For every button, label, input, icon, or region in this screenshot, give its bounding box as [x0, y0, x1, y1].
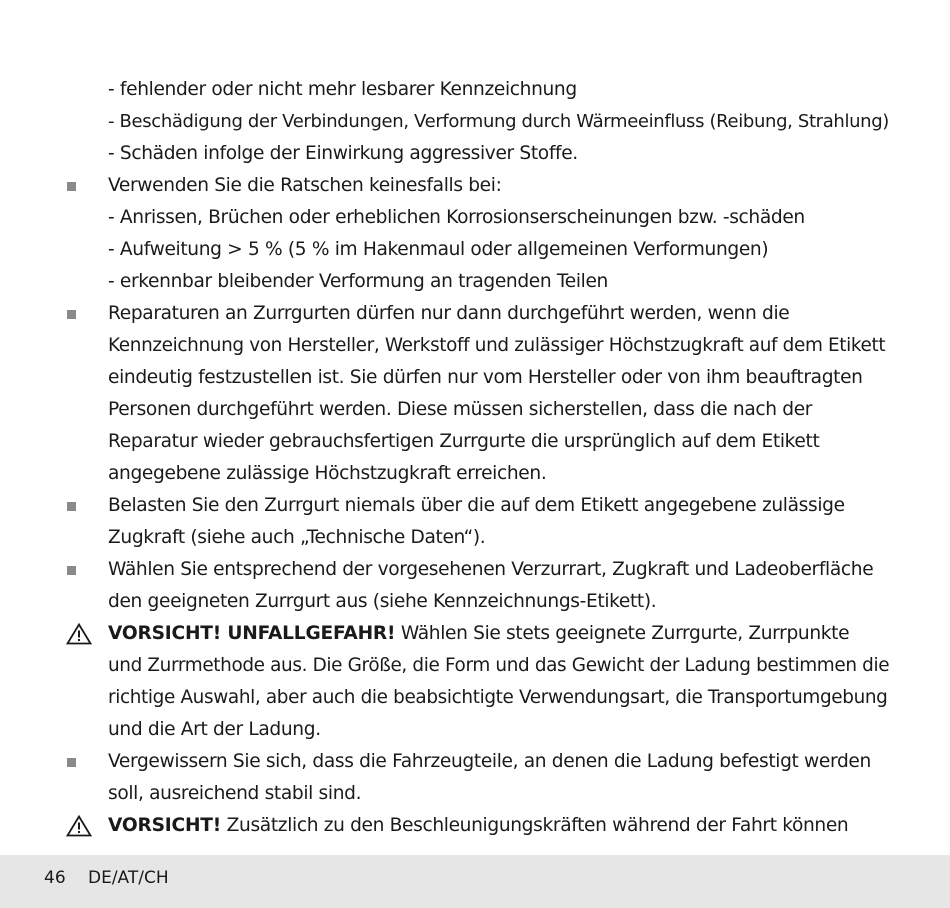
bullet-item: [0, 490, 950, 522]
line-text: und Zurrmethode aus. Die Größe, die Form und das Gewicht der Ladung bestimmen die: [108, 655, 890, 676]
warning-text: [108, 810, 848, 842]
text-line: [0, 778, 950, 810]
line-text: Reparatur wieder gebrauchsfertigen Zurrgurte die ursprünglich auf dem Etikett: [108, 431, 820, 452]
line-text: Belasten Sie den Zurrgurt niemals über die auf dem Etikett angegebene zulässige: [108, 495, 845, 516]
line-text: den geeigneten Zurrgurt aus (siehe Kennzeichnungs-Etikett).: [108, 591, 657, 612]
line-text: Verwenden Sie die Ratschen keinesfalls bei:: [108, 175, 502, 196]
dash-list-item: [0, 234, 950, 266]
dash-list-item: [0, 74, 950, 106]
warning-heading: VORSICHT! UNFALLGEFAHR!: [108, 623, 396, 644]
square-bullet-icon: [67, 566, 76, 575]
line-text: Kennzeichnung von Hersteller, Werkstoff und zulässiger Höchstzugkraft auf dem Etikett: [108, 335, 886, 356]
warning-body: Zusätzlich zu den Beschleunigungskräften während der Fahrt können: [221, 815, 849, 836]
warning-triangle-icon: [66, 815, 92, 837]
text-line: [0, 426, 950, 458]
line-text: - fehlender oder nicht mehr lesbarer Kennzeichnung: [108, 79, 577, 100]
line-text: und die Art der Ladung.: [108, 719, 321, 740]
square-bullet-icon: [67, 182, 76, 191]
line-text: - Aufweitung > 5 % (5 % im Hakenmaul oder allgemeinen Verformungen): [108, 239, 769, 260]
line-text: - Beschädigung der Verbindungen, Verformung durch Wärmeeinfluss (Reibung, Strahlung): [108, 111, 889, 132]
line-text: angegebene zulässige Höchstzugkraft erreichen.: [108, 463, 547, 484]
page-number: 46: [44, 868, 66, 888]
bullet-item: [0, 298, 950, 330]
bullet-item: [0, 746, 950, 778]
text-line: [0, 394, 950, 426]
warning-text: [108, 618, 849, 650]
line-text: Vergewissern Sie sich, dass die Fahrzeugteile, an denen die Ladung befestigt werden: [108, 751, 871, 772]
dash-list-item: [0, 138, 950, 170]
line-text: Personen durchgeführt werden. Diese müssen sicherstellen, dass die nach der: [108, 399, 813, 420]
line-text: richtige Auswahl, aber auch die beabsichtigte Verwendungsart, die Transportumgebung: [108, 687, 888, 708]
region-label: DE/AT/CH: [88, 868, 169, 888]
text-line: [0, 362, 950, 394]
text-line: [0, 330, 950, 362]
warning-item: [0, 810, 950, 842]
line-text: Reparaturen an Zurrgurten dürfen nur dann durchgeführt werden, wenn die: [108, 303, 790, 324]
warning-triangle-icon: [66, 623, 92, 645]
line-text: soll, ausreichend stabil sind.: [108, 783, 362, 804]
square-bullet-icon: [67, 310, 76, 319]
square-bullet-icon: [67, 758, 76, 767]
text-line: [0, 650, 950, 682]
square-bullet-icon: [67, 502, 76, 511]
dash-list-item: [0, 266, 950, 298]
warning-item: [0, 618, 950, 650]
dash-list-item: [0, 106, 950, 138]
line-text: Zugkraft (siehe auch „Technische Daten“).: [108, 527, 486, 548]
dash-list-item: [0, 202, 950, 234]
text-line: [0, 522, 950, 554]
bullet-item: [0, 554, 950, 586]
text-line: [0, 714, 950, 746]
line-text: Wählen Sie entsprechend der vorgesehenen Verzurrart, Zugkraft und Ladeoberfläche: [108, 559, 874, 580]
warning-body: Wählen Sie stets geeignete Zurrgurte, Zurrpunkte: [395, 623, 850, 644]
line-text: - Anrissen, Brüchen oder erheblichen Korrosionserscheinungen bzw. -schäden: [108, 207, 805, 228]
bullet-item: [0, 170, 950, 202]
warning-heading: VORSICHT!: [108, 815, 222, 836]
text-line: [0, 458, 950, 490]
line-text: - erkennbar bleibender Verformung an tragenden Teilen: [108, 271, 608, 292]
line-text: eindeutig festzustellen ist. Sie dürfen nur vom Hersteller oder von ihm beauftragten: [108, 367, 863, 388]
line-text: - Schäden infolge der Einwirkung aggressiver Stoffe.: [108, 143, 578, 164]
text-line: [0, 586, 950, 618]
document-body: [0, 74, 950, 842]
page-footer: [0, 855, 950, 908]
text-line: [0, 682, 950, 714]
